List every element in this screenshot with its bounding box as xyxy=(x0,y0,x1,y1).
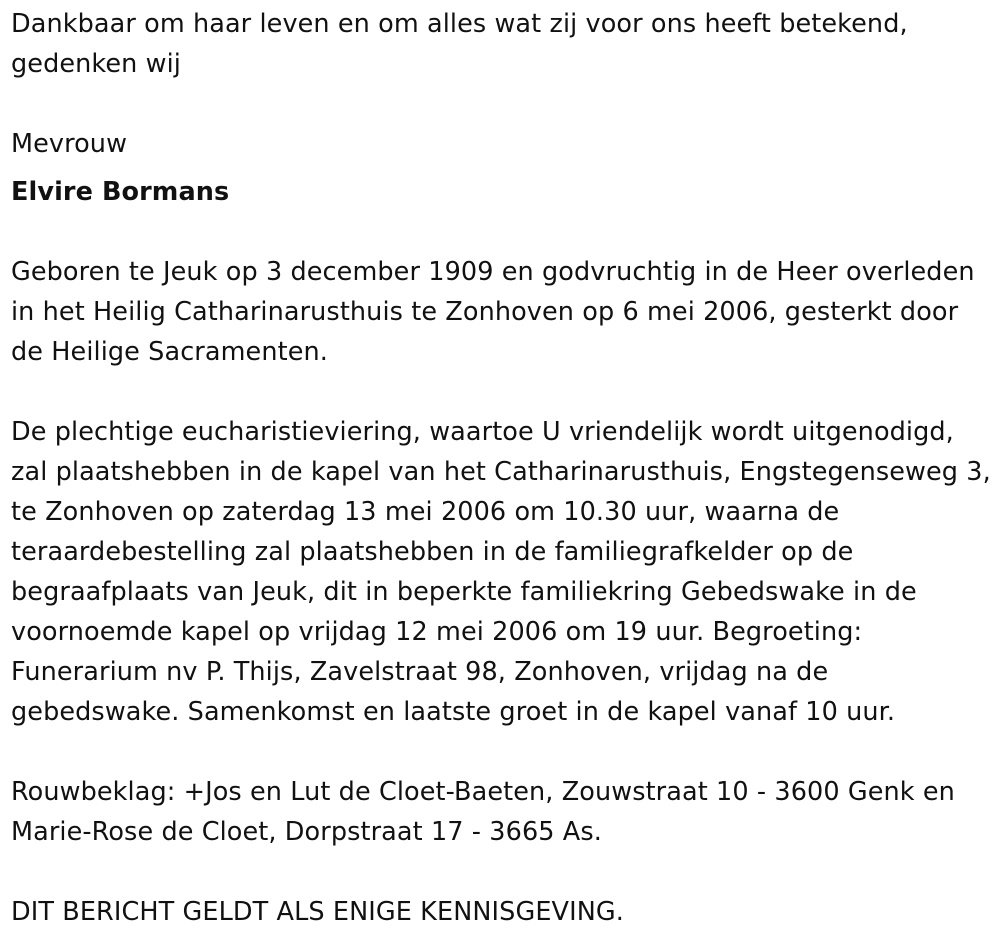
ceremony-paragraph: De plechtige eucharistieviering, waartoe U vriendelijk wordt uitgenodigd, zal plaatshebben in de kapel van het Catharinarusthuis, Engstegenseweg 3, te Zonhoven op zaterdag 13 mei 2006 om 10.30 uur, waarna de teraardebestelling zal plaatshebben in de familiegrafkelder op de begraafplaats van Jeuk, dit in beperkte familiekring Gebedswake in de voornoemde kapel op vrijdag 12 mei 2006 om 19 uur. Begroeting: Funerarium nv P. Thijs, Zavelstraat 98, Zonhoven, vrijdag na de gebedswake. Samenkomst en laatste groet in de kapel vanaf 10 uur. xyxy=(11,417,991,727)
spacer xyxy=(11,852,996,892)
spacer xyxy=(11,212,996,252)
deceased-name: Elvire Bormans xyxy=(11,177,230,207)
notice-text: DIT BERICHT GELDT ALS ENIGE KENNISGEVING. xyxy=(11,897,624,927)
condolences-paragraph: Rouwbeklag: +Jos en Lut de Cloet-Baeten, Zouwstraat 10 - 3600 Genk en Marie-Rose de Cloet, Dorpstraat 17 - 3665 As. xyxy=(11,777,955,847)
spacer xyxy=(11,84,996,124)
spacer xyxy=(11,372,996,412)
salutation: Mevrouw xyxy=(11,129,128,159)
birth-death-paragraph: Geboren te Jeuk op 3 december 1909 en godvruchtig in de Heer overleden in het Heilig Catharinarusthuis te Zonhoven op 6 mei 2006, gesterkt door de Heilige Sacramenten. xyxy=(11,257,975,367)
spacer xyxy=(11,732,996,772)
intro-text: Dankbaar om haar leven en om alles wat zij voor ons heeft betekend, gedenken wij xyxy=(11,9,908,79)
obituary-document xyxy=(11,4,996,932)
